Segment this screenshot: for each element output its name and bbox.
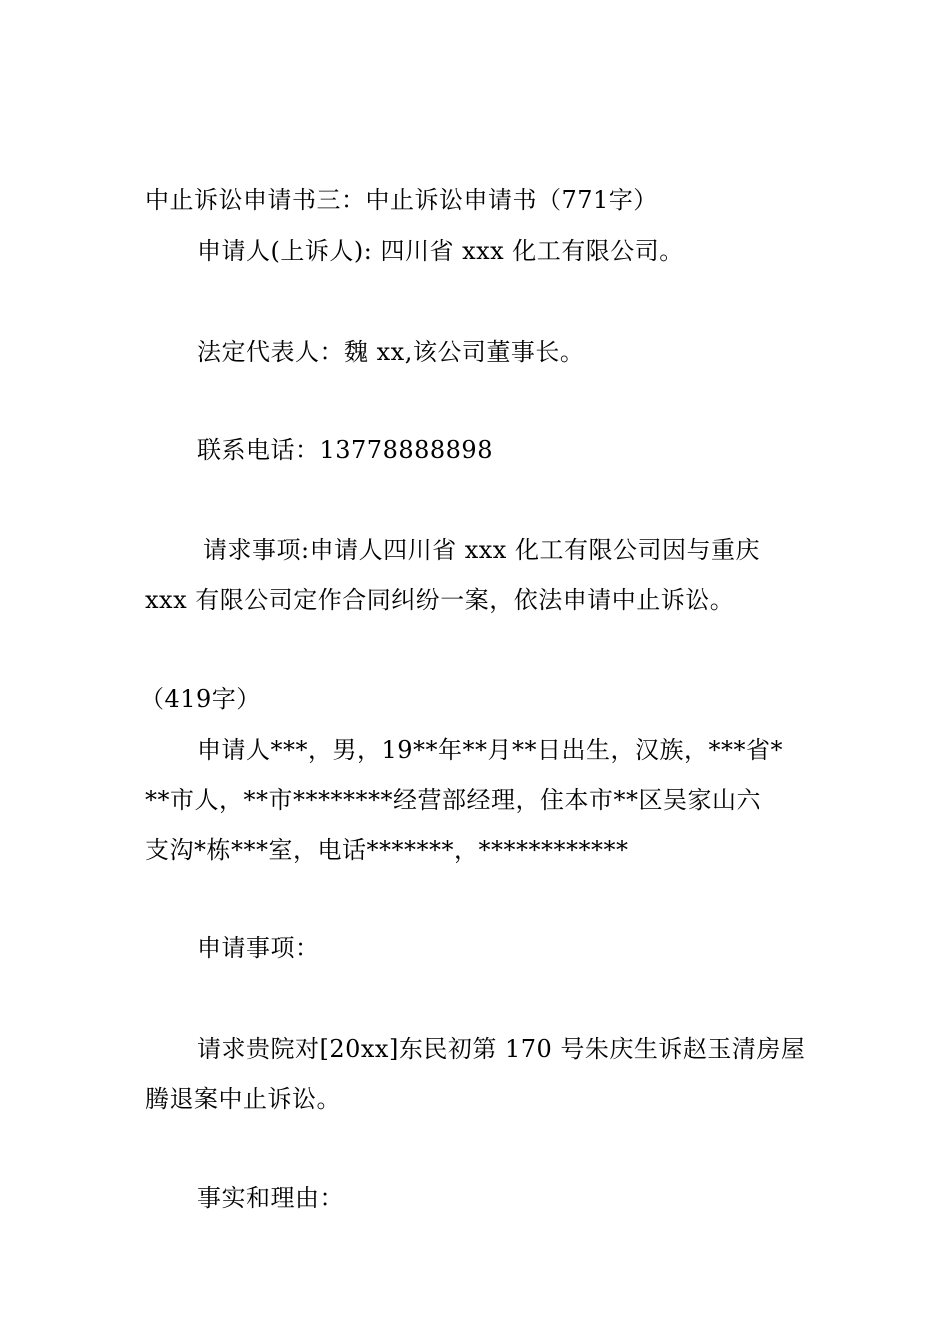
applicant2-line-2: **市人，**市********经营部经理，住本市**区吴家山六 — [145, 786, 761, 814]
applicant-line: 申请人(上诉人): 四川省 xxx 化工有限公司。 — [197, 237, 684, 265]
matters-line-2: 腾退案中止诉讼。 — [145, 1085, 341, 1113]
request-line-1: 请求事项:申请人四川省 xxx 化工有限公司因与重庆 — [203, 536, 760, 564]
section-header: （419字） — [140, 685, 261, 713]
matters-line-1: 请求贵院对[20xx]东民初第 170 号朱庆生诉赵玉清房屋 — [197, 1035, 806, 1063]
request-line-2: xxx 有限公司定作合同纠纷一案，依法申请中止诉讼。 — [145, 586, 735, 614]
legal-representative-line: 法定代表人：魏 xx,该公司董事长。 — [197, 338, 585, 366]
facts-label: 事实和理由： — [197, 1184, 344, 1212]
applicant2-line-3: 支沟*栋***室，电话*******，************ — [145, 836, 629, 864]
matters-label: 申请事项： — [197, 934, 320, 962]
applicant2-line-1: 申请人***，男，19**年**月**日出生，汉族，***省* — [197, 736, 784, 764]
phone-line: 联系电话：13778888898 — [197, 436, 493, 464]
document-title: 中止诉讼申请书三：中止诉讼申请书（771字） — [145, 186, 658, 214]
